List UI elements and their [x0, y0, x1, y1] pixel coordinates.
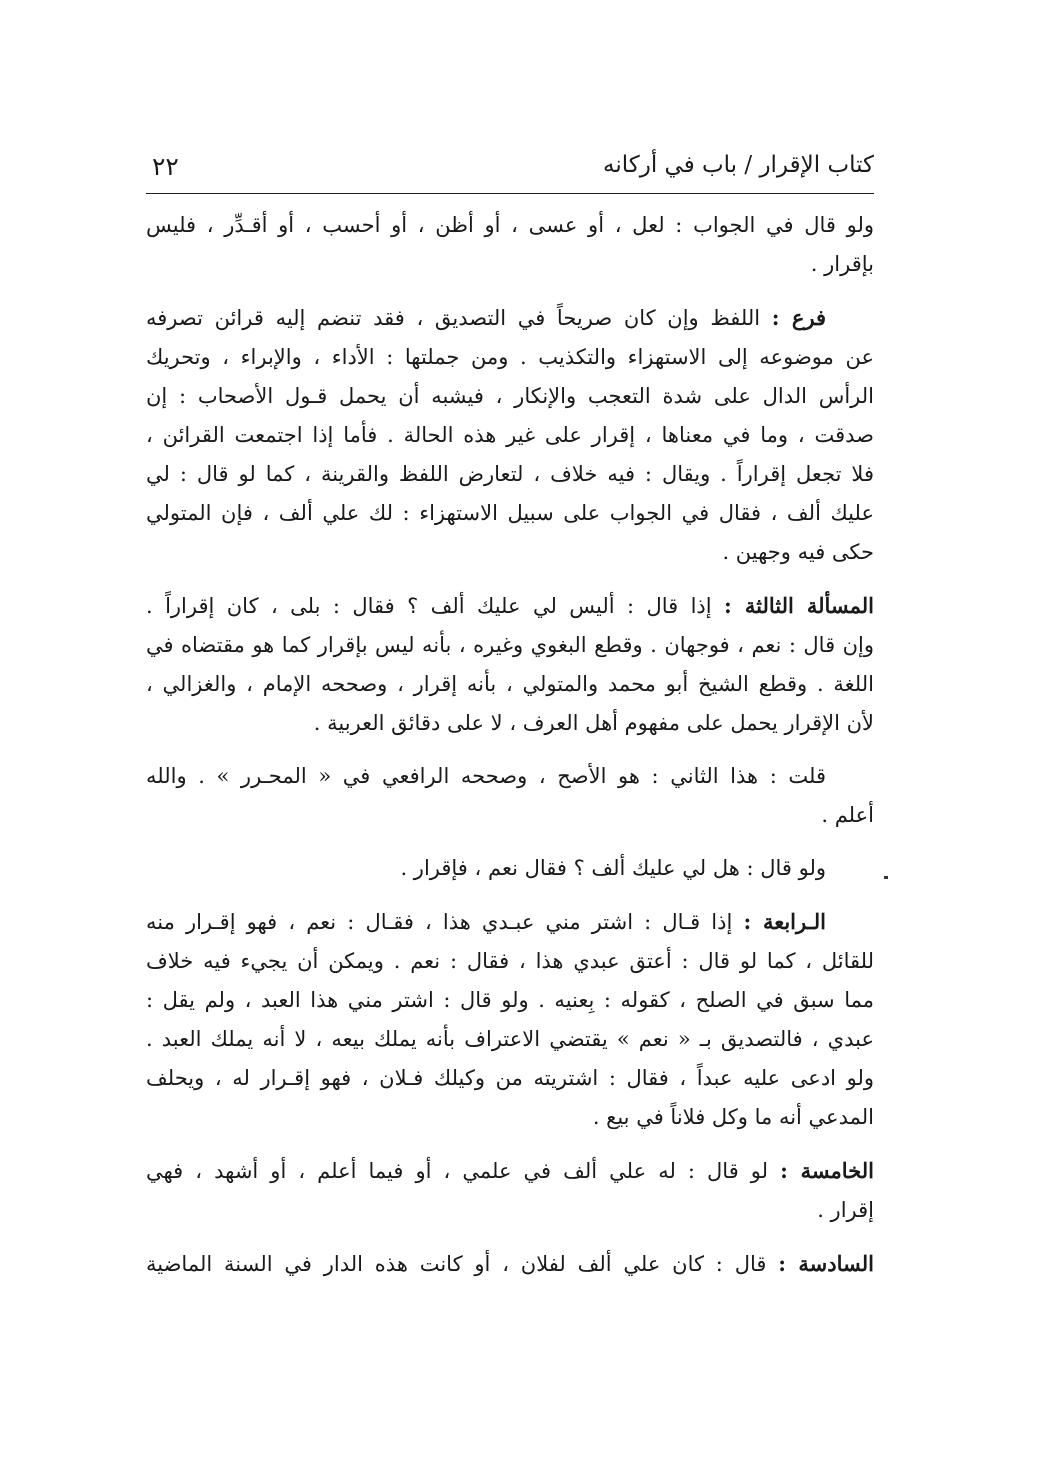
text-line: ولو قال : هل لي عليك ألف ؟ فقال نعم ، فإقرار .	[400, 856, 826, 880]
text-line: بإقرار .	[810, 252, 874, 276]
page-header	[146, 148, 874, 188]
paragraph-lead: المسألة الثالثة :	[724, 593, 874, 618]
body-text	[146, 206, 874, 1298]
text-line	[146, 586, 874, 626]
page-number: ٢٢	[152, 152, 179, 181]
scan-speck	[884, 876, 888, 879]
paragraph	[146, 849, 874, 888]
line-text: اللفظ وإن كان صريحاً في التصديق ، فقد تنضم إليه قرائن تصرفه	[146, 306, 761, 330]
paragraph	[146, 206, 874, 284]
running-title: كتاب الإقرار / باب في أركانه	[603, 152, 874, 178]
line-text: لو قال : له علي ألف في علمي ، أو فيما أعلم ، أو أشهد ، فهي	[146, 1159, 769, 1183]
text-line: قلت : هذا الثاني : هو الأصح ، وصححه الرافعي في « المحـرر » . والله	[146, 764, 826, 788]
text-line: فلا تجعل إقراراً . ويقال : فيه خلاف ، لتعارض اللفظ والقرينة ، كما لو قال : لي	[146, 462, 874, 486]
text-line: للقائل ، كما لو قال : أعتق عبدي هذا ، فقال : نعم . ويمكن أن يجيء فيه خلاف	[146, 949, 874, 973]
text-line: عليك ألف ، فقال في الجواب على سبيل الاستهزاء : لك علي ألف ، فإن المتولي	[146, 501, 874, 525]
text-line: مما سبق في الصلح ، كقوله : بِعنيه . ولو قال : اشتر مني هذا العبد ، ولم يقل :	[146, 988, 874, 1012]
text-line: المدعي أنه ما وكل فلاناً في بيع .	[592, 1105, 874, 1129]
text-line	[146, 1151, 874, 1191]
line-text: إذا قـال : اشتر مني عبـدي هذا ، فقـال : نعم ، فهو إقـرار منه	[146, 910, 733, 934]
text-line: إقرار .	[817, 1198, 874, 1222]
text-line: وإن قال : نعم ، فوجهان . وقطع البغوي وغيره ، بأنه ليس بإقرار كما هو مقتضاه في	[146, 633, 874, 657]
text-line: أعلم .	[821, 803, 874, 827]
text-line: الرأس الدال على شدة التعجب والإنكار ، فيشبه أن يحمل قـول الأصحاب : إن	[146, 384, 874, 408]
text-line	[146, 902, 874, 942]
text-line: لأن الإقرار يحمل على مفهوم أهل العرف ، لا على دقائق العربية .	[313, 711, 874, 735]
header-rule	[146, 193, 874, 194]
text-line: ولو قال في الجواب : لعل ، أو عسى ، أو أظن ، أو أحسب ، أو أقـدِّر ، فليس	[146, 213, 874, 237]
paragraph	[146, 586, 874, 743]
paragraph-lead: الـرابعة :	[743, 909, 826, 934]
paragraph	[146, 1244, 874, 1284]
paragraph-lead: السادسة :	[778, 1251, 874, 1276]
text-line	[146, 1244, 874, 1284]
text-line: عن موضوعه إلى الاستهزاء والتكذيب . ومن جملتها : الأداء ، والإبراء ، وتحريك	[146, 345, 874, 369]
line-text: قال : كان علي ألف لفلان ، أو كانت هذه الدار في السنة الماضية	[146, 1252, 767, 1276]
paragraph	[146, 902, 874, 1137]
text-line: ولو ادعى عليه عبداً ، فقال : اشتريته من وكيلك فـلان ، فهو إقـرار له ، ويحلف	[146, 1066, 874, 1090]
text-line: صدقت ، وما في معناها ، إقرار على غير هذه الحالة . فأما إذا اجتمعت القرائن ،	[146, 423, 874, 447]
paragraph	[146, 1151, 874, 1230]
text-line: عبدي ، فالتصديق بـ « نعم » يقتضي الاعتراف بأنه يملك بيعه ، لا أنه يملك العبد .	[146, 1027, 874, 1051]
paragraph	[146, 298, 874, 572]
paragraph-lead: الخامسة :	[780, 1158, 874, 1183]
text-line	[146, 298, 874, 338]
line-text: إذا قال : أليس لي عليك ألف ؟ فقال : بلى ، كان إقراراً .	[146, 594, 712, 618]
paragraph	[146, 757, 874, 835]
paragraph-lead: فرع :	[771, 305, 826, 330]
text-line: حكى فيه وجهين .	[722, 540, 874, 564]
text-line: اللغة . وقطع الشيخ أبو محمد والمتولي ، بأنه إقرار ، وصححه الإمام ، والغزالي ،	[146, 672, 874, 696]
